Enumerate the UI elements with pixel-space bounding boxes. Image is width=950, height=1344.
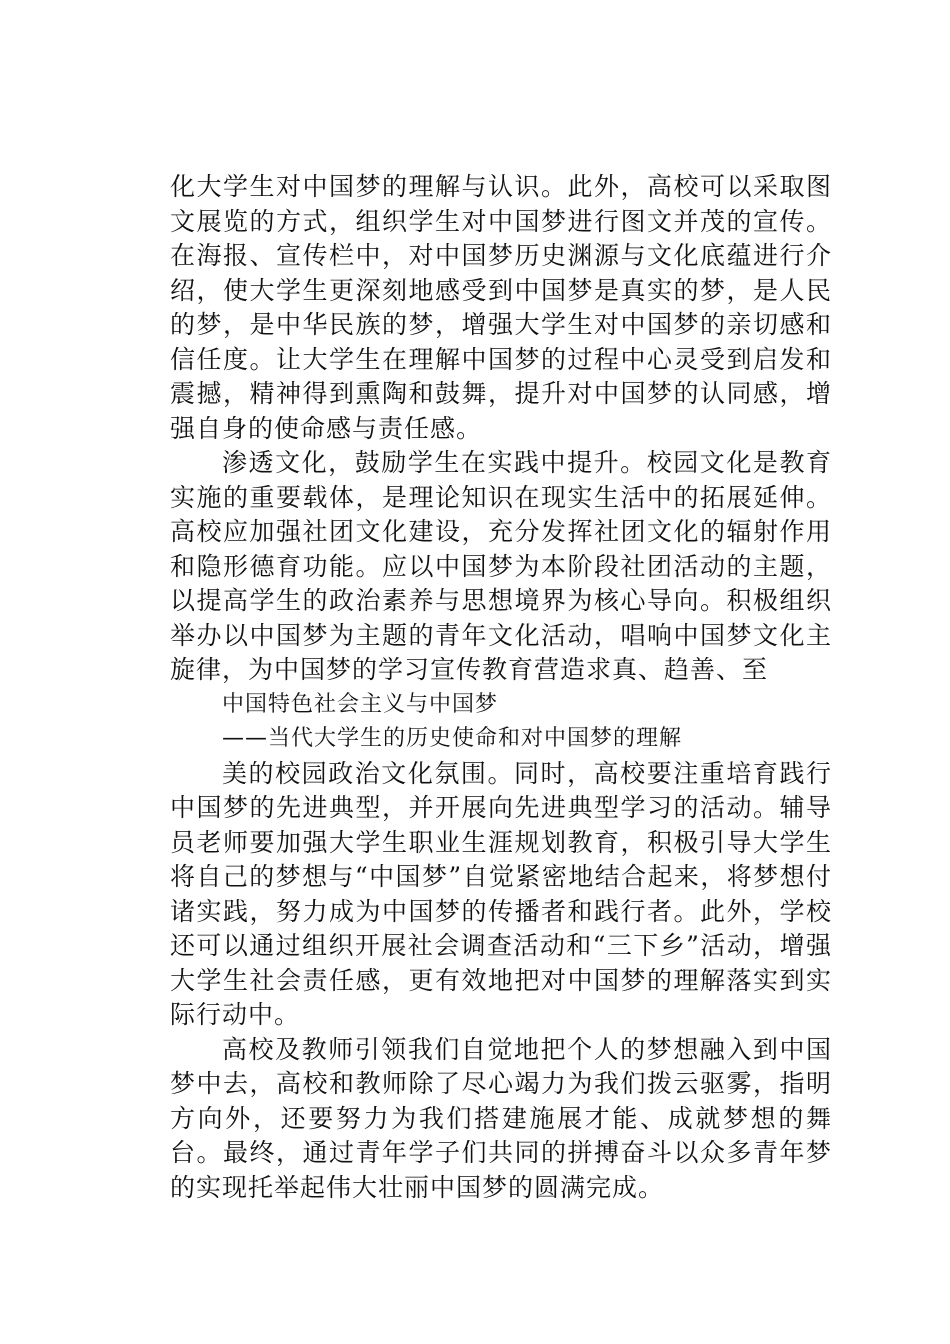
paragraph-2: 渗透文化，鼓励学生在实践中提升。校园文化是教育实施的重要载体，是理论知识在现实生活中的拓展延伸。高校应加强社团文化建设，充分发挥社团文化的辐射作用和隐形德育功能。应以中国梦为本阶段社团活动的主题，以提高学生的政治素养与思想境界为核心导向。积极组织举办以中国梦为主题的青年文化活动，唱响中国梦文化主旋律，为中国梦的学习宣传教育营造求真、趋善、至 (170, 448, 832, 684)
paragraph-3: 美的校园政治文化氛围。同时，高校要注重培育践行中国梦的先进典型，并开展向先进典型学习的活动。辅导员老师要加强大学生职业生涯规划教育，积极引导大学生将自己的梦想与“中国梦”自觉紧密地结合起来，将梦想付诸实践，努力成为中国梦的传播者和践行者。此外，学校还可以通过组织开展社会调查活动和“三下乡”活动，增强大学生社会责任感，更有效地把对中国梦的理解落实到实际行动中。 (170, 758, 832, 1029)
paragraph-1: 化大学生对中国梦的理解与认识。此外，高校可以采取图文展览的方式，组织学生对中国梦进行图文并茂的宣传。在海报、宣传栏中，对中国梦历史渊源与文化底蕴进行介绍，使大学生更深刻地感受到中国梦是真实的梦，是人民的梦，是中华民族的梦，增强大学生对中国梦的亲切感和信任度。让大学生在理解中国梦的过程中心灵受到启发和震撼，精神得到熏陶和鼓舞，提升对中国梦的认同感，增强自身的使命感与责任感。 (170, 172, 832, 443)
running-header-subtitle: ——当代大学生的历史使命和对中国梦的理解 (222, 726, 683, 751)
paragraph-4: 高校及教师引领我们自觉地把个人的梦想融入到中国梦中去，高校和教师除了尽心竭力为我们拨云驱雾，指明方向外，还要努力为我们搭建施展才能、成就梦想的舞台。最终，通过青年学子们共同的拼搏奋斗以众多青年梦的实现托举起伟大壮丽中国梦的圆满完成。 (170, 1034, 832, 1202)
running-header-title: 中国特色社会主义与中国梦 (222, 691, 499, 717)
document-page (170, 170, 832, 1205)
